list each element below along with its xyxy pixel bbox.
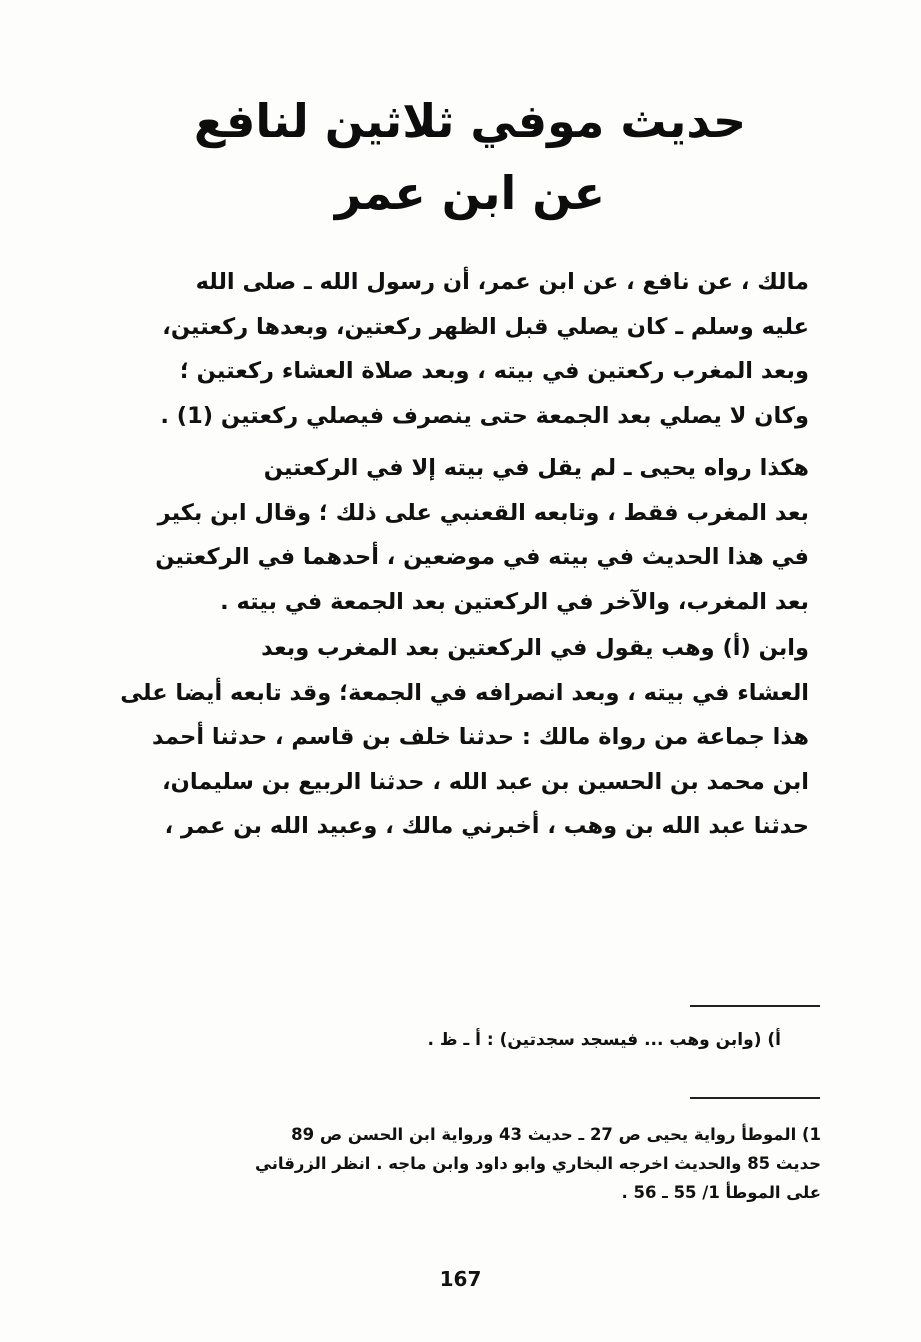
- chapter-title-line-2: عن ابن عمر: [334, 166, 606, 220]
- paragraph-line: بعد المغرب، والآخر في الركعتين بعد الجمعة في بيته .: [220, 588, 809, 615]
- paragraph-line: هكذا رواه يحيى ـ لم يقل في بيته إلا في الركعتين: [263, 455, 809, 481]
- footnote-line: على الموطأ 1/ 55 ـ 56 .: [621, 1183, 821, 1202]
- paragraph-line: العشاء في بيته ، وبعد انصرافه في الجمعة؛ وقد تابعه أيضا على: [120, 679, 809, 706]
- page-number: 167: [439, 1267, 482, 1291]
- paragraph-line: مالك ، عن نافع ، عن ابن عمر، أن رسول الله ـ صلى الله: [195, 269, 809, 295]
- footnote-line: 1) الموطأ رواية يحيى ص 27 ـ حديث 43 ورواية ابن الحسن ص 89: [291, 1125, 821, 1144]
- paragraph-line: عليه وسلم ـ كان يصلي قبل الظهر ركعتين، وبعدها ركعتين،: [162, 313, 809, 340]
- footnote-line: حديث 85 والحديث اخرجه البخاري وابو داود وابن ماجه . انظر الزرقاني: [255, 1154, 821, 1173]
- paragraph-2: [155, 446, 809, 624]
- footnote-separator-2: [690, 1097, 820, 1099]
- paragraph-1: [160, 260, 809, 438]
- paragraph-line: وكان لا يصلي بعد الجمعة حتى ينصرف فيصلي ركعتين (1) .: [160, 402, 809, 429]
- paragraph-line: هذا جماعة من رواة مالك : حدثنا خلف بن قاسم ، حدثنا أحمد: [152, 724, 809, 750]
- footnote-separator-1: [690, 1005, 820, 1007]
- paragraph-line: ابن محمد بن الحسين بن عبد الله ، حدثنا الربيع بن سليمان،: [162, 768, 809, 795]
- paragraph-line: حدثنا عبد الله بن وهب ، أخبرني مالك ، وعبيد الله بن عمر ،: [164, 813, 809, 839]
- paragraph-line: وابن (أ) وهب يقول في الركعتين بعد المغرب وبعد: [261, 635, 809, 661]
- paragraph-line: بعد المغرب فقط ، وتابعه القعنبي على ذلك ؛ وقال ابن بكير: [157, 499, 809, 526]
- paragraph-3: [120, 626, 809, 849]
- paragraph-line: في هذا الحديث في بيته في موضعين ، أحدهما في الركعتين: [155, 544, 809, 570]
- editorial-footnote: أ) (وابن وهب ... فيسجد سجدتين) : أ ـ ظ .: [427, 1030, 781, 1050]
- paragraph-line: وبعد المغرب ركعتين في بيته ، وبعد صلاة العشاء ركعتين ؛: [179, 358, 809, 384]
- chapter-title-line-1: حديث موفي ثلاثين لنافع: [193, 94, 747, 148]
- reference-footnotes: [201, 1120, 821, 1207]
